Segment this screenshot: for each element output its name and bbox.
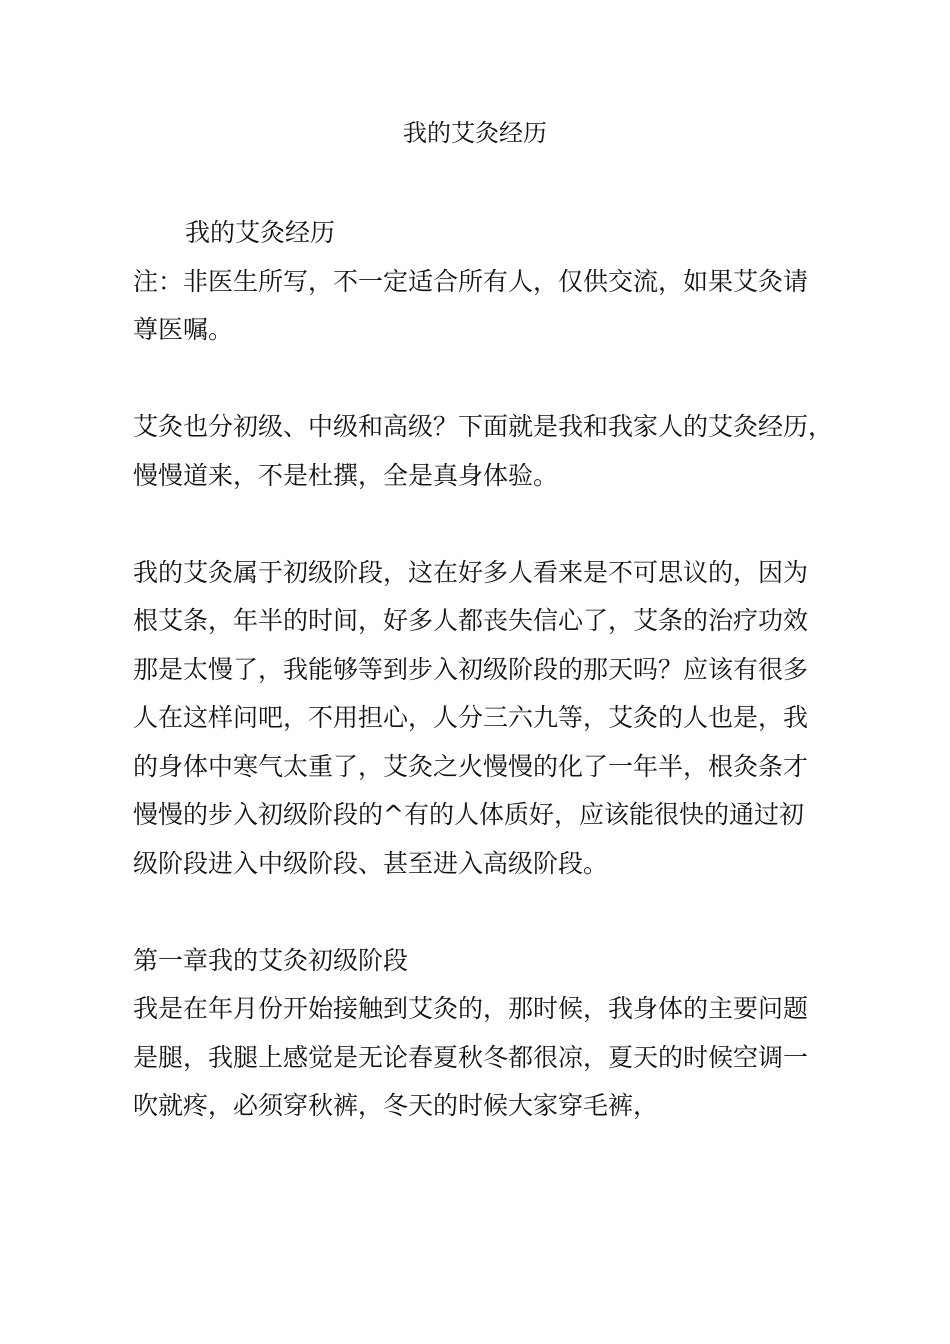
paragraph-line: 我是在年月份开始接触到艾灸的，那时候，我身体的主要问题: [133, 994, 809, 1023]
document-body: [133, 209, 833, 1131]
intro-line: 慢慢道来，不是杜撰，全是真身体验。: [133, 460, 559, 490]
intro-paragraph: [133, 403, 833, 500]
paragraph-line: 级阶段进入中级阶段、甚至进入高级阶段。: [133, 848, 609, 878]
intro-line: 艾灸也分初级、中级和高级？下面就是我和我家人的艾灸经历，: [133, 412, 834, 441]
blank-line: [133, 888, 833, 937]
paragraph-line: 的身体中寒气太重了，艾灸之火慢慢的化了一年半，根灸条才: [133, 751, 809, 781]
blank-line: [133, 355, 833, 404]
paragraph-2: [133, 985, 833, 1131]
paragraph-line: 慢慢的步入初级阶段的^有的人体质好，应该能很快的通过初: [133, 800, 804, 829]
paragraph-line: 根艾条，年半的时间，好多人都丧失信心了，艾条的治疗功效: [133, 606, 809, 635]
subtitle: [133, 209, 833, 258]
note-paragraph: [133, 258, 833, 355]
chapter-heading: [133, 937, 833, 986]
blank-line: [133, 500, 833, 549]
subtitle-text: 我的艾灸经历: [185, 218, 336, 247]
note-line: 注：非医生所写，不一定适合所有人，仅供交流，如果艾灸请: [133, 266, 809, 296]
paragraph-line: 人在这样问吧，不用担心，人分三六九等，艾灸的人也是，我: [133, 703, 809, 732]
chapter-heading-text: 第一章我的艾灸初级阶段: [133, 945, 409, 975]
note-line: 尊医嘱。: [133, 315, 234, 344]
paragraph-1: [133, 549, 833, 889]
paragraph-line: 是腿，我腿上感觉是无论春夏秋冬都很凉，夏天的时候空调一: [133, 1042, 809, 1072]
document-title: 我的艾灸经历: [403, 119, 547, 147]
paragraph-line: 我的艾灸属于初级阶段，这在好多人看来是不可思议的，因为: [133, 557, 809, 587]
paragraph-line: 吹就疼，必须穿秋裤，冬天的时候大家穿毛裤，: [133, 1091, 659, 1120]
paragraph-line: 那是太慢了，我能够等到步入初级阶段的那天吗？应该有很多: [133, 654, 809, 684]
